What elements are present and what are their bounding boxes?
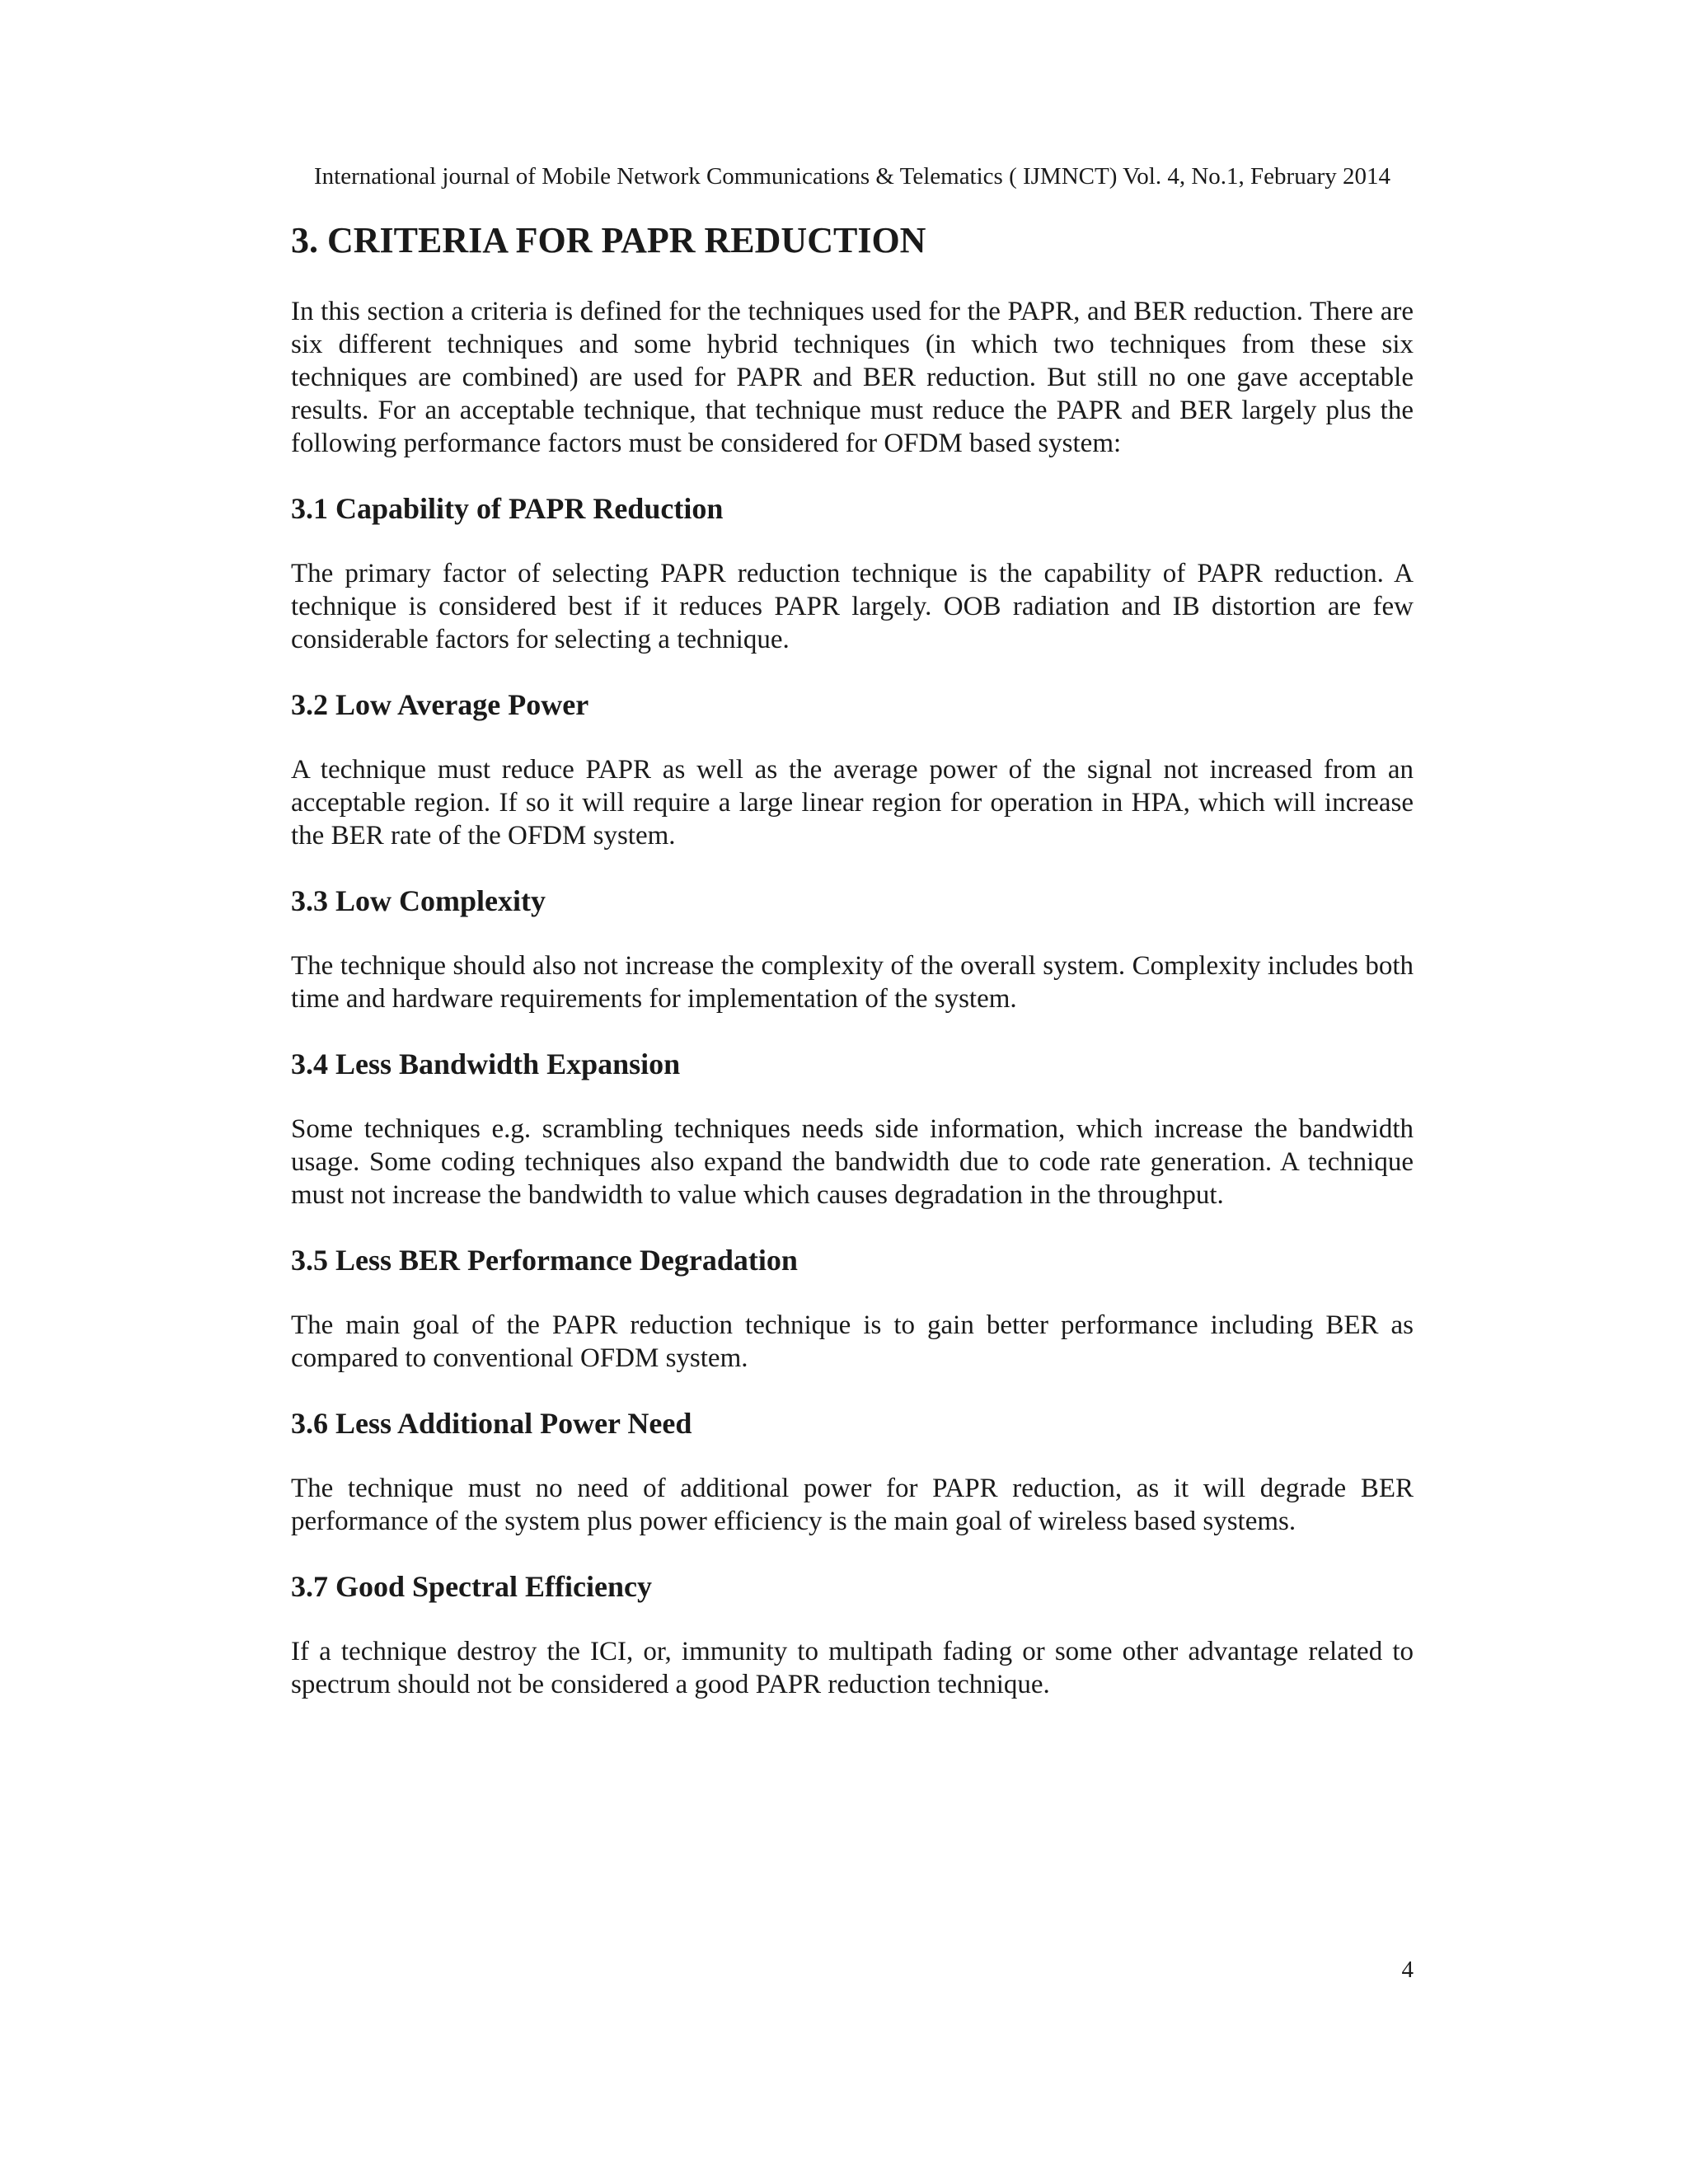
subsection-body-3-6: The technique must no need of additional power for PAPR reduction, as it will degrade BER performance of the system plus power efficiency is the main goal of wireless based systems.	[291, 1474, 1414, 1536]
running-header: International journal of Mobile Network Communications & Telematics ( IJMNCT) Vol. 4, No.1, February 2014	[314, 163, 1390, 190]
subsection-heading-3-4: 3.4 Less Bandwidth Expansion	[291, 1047, 681, 1080]
subsection-body-3-7: If a technique destroy the ICI, or, immunity to multipath fading or some other advantage related to spectrum should not be considered a good PAPR reduction technique.	[291, 1637, 1414, 1699]
subsection-heading-3-1: 3.1 Capability of PAPR Reduction	[291, 492, 724, 525]
subsection-heading-3-3: 3.3 Low Complexity	[291, 884, 546, 917]
section-intro: In this section a criteria is defined for the techniques used for the PAPR, and BER reduction. There are six different techniques and some hybrid techniques (in which two techniques from these six techniques are combined) are used for PAPR and BER reduction. But still no one gave acceptable results. For an acceptable technique, that technique must reduce the PAPR and BER largely plus the following performance factors must be considered for OFDM based system:	[291, 297, 1414, 458]
subsection-body-3-3: The technique should also not increase the complexity of the overall system. Complexity includes both time and hardware requirements for implementation of the system.	[291, 951, 1414, 1014]
page-number: 4	[1401, 1957, 1414, 1983]
subsection-heading-3-5: 3.5 Less BER Performance Degradation	[291, 1244, 798, 1277]
subsection-body-3-5: The main goal of the PAPR reduction technique is to gain better performance including BER as compared to conventional OFDM system.	[291, 1310, 1414, 1373]
subsection-body-3-4: Some techniques e.g. scrambling techniques needs side information, which increase the bandwidth usage. Some coding techniques also expand the bandwidth due to code rate generation. A technique must not increase the bandwidth to value which causes degradation in the throughput.	[291, 1114, 1414, 1210]
subsection-body-3-2: A technique must reduce PAPR as well as the average power of the signal not increased from an acceptable region. If so it will require a large linear region for operation in HPA, which will increase the BER rate of the OFDM system.	[291, 755, 1414, 851]
subsection-heading-3-2: 3.2 Low Average Power	[291, 688, 589, 721]
page-content	[291, 216, 1414, 1701]
subsection-heading-3-6: 3.6 Less Additional Power Need	[291, 1407, 692, 1440]
subsection-body-3-1: The primary factor of selecting PAPR reduction technique is the capability of PAPR reduction. A technique is considered best if it reduces PAPR largely. OOB radiation and IB distortion are few considerable factors for selecting a technique.	[291, 559, 1414, 654]
section-title: 3. CRITERIA FOR PAPR REDUCTION	[291, 220, 926, 260]
subsection-heading-3-7: 3.7 Good Spectral Efficiency	[291, 1570, 652, 1603]
